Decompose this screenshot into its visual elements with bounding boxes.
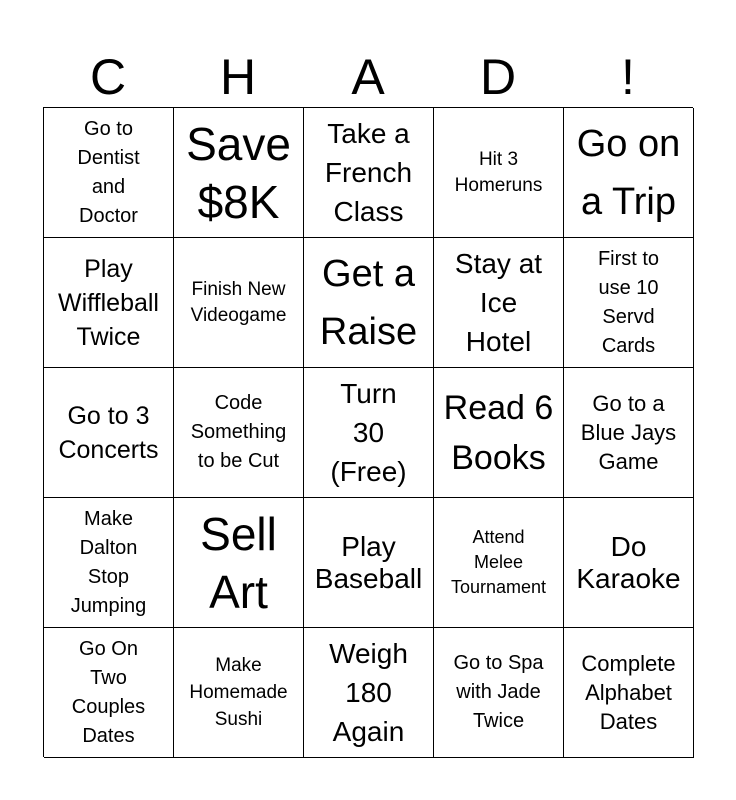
bingo-cell-r3c2[interactable] [174,368,304,498]
cell-text: Do Karaoke [576,530,681,594]
cell-text: Go on a Trip [576,122,681,223]
bingo-cell-r2c2[interactable] [174,238,304,368]
cell-text: Go On Two Couples Dates [71,637,146,747]
cell-text: Read 6 Books [443,388,554,477]
cell-text: Complete Alphabet Dates [581,651,676,734]
cell-text: Stay at Ice Hotel [454,248,543,357]
bingo-cell-r4c5[interactable] [564,498,694,628]
cell-text: Go to Dentist and Doctor [77,117,140,227]
cell-text: Go to Spa with Jade Twice [453,652,544,732]
cell-text: Save $8K [186,117,291,228]
bingo-board [43,107,693,757]
bingo-cell-r1c5[interactable] [564,108,694,238]
header-letter-c: C [89,49,127,105]
cell-text: Code Something to be Cut [190,392,287,472]
bingo-cell-r2c5[interactable] [564,238,694,368]
bingo-cell-r1c1[interactable] [44,108,174,238]
cell-text: Attend Melee Tournament [450,527,547,597]
cell-text: Make Homemade Sushi [189,655,288,730]
header-letter-d: D [479,49,517,105]
cell-text: Make Dalton Stop Jumping [70,507,147,617]
cell-text: Play Wiffleball Twice [58,254,159,351]
bingo-cell-r5c1[interactable] [44,628,174,758]
bingo-cell-r4c2[interactable] [174,498,304,628]
cell-text: Sell Art [200,507,277,618]
cell-text: Finish New Videogame [190,278,287,326]
cell-text: Go to 3 Concerts [58,401,159,464]
bingo-header [43,48,693,106]
cell-text: Weigh 180 Again [329,638,408,747]
bingo-cell-r3c1[interactable] [44,368,174,498]
bingo-cell-r4c3[interactable] [304,498,434,628]
bingo-cell-r2c1[interactable] [44,238,174,368]
cell-text: Play Baseball [314,530,423,594]
bingo-cell-r5c3[interactable] [304,628,434,758]
bingo-cell-r3c5[interactable] [564,368,694,498]
bingo-cell-r4c4[interactable] [434,498,564,628]
cell-text: Take a French Class [324,118,413,227]
bingo-cell-r5c4[interactable] [434,628,564,758]
cell-text: First to use 10 Servd Cards [597,247,660,357]
bingo-cell-r3c3[interactable] [304,368,434,498]
bingo-cell-r5c5[interactable] [564,628,694,758]
header-letter-h: H [219,49,257,105]
cell-text: Turn 30 (Free) [330,378,407,487]
bingo-cell-r5c2[interactable] [174,628,304,758]
header-letter-a: A [351,49,385,105]
bingo-cell-r1c2[interactable] [174,108,304,238]
bingo-cell-r1c4[interactable] [434,108,564,238]
bingo-cell-r4c1[interactable] [44,498,174,628]
header-letter-exclamation: ! [621,49,635,105]
bingo-cell-r2c3[interactable] [304,238,434,368]
cell-text: Go to a Blue Jays Game [580,391,677,474]
bingo-cell-r1c3[interactable] [304,108,434,238]
cell-text: Get a Raise [319,252,418,353]
cell-text: Hit 3 Homeruns [454,148,543,196]
bingo-cell-r3c4[interactable] [434,368,564,498]
bingo-cell-r2c4[interactable] [434,238,564,368]
